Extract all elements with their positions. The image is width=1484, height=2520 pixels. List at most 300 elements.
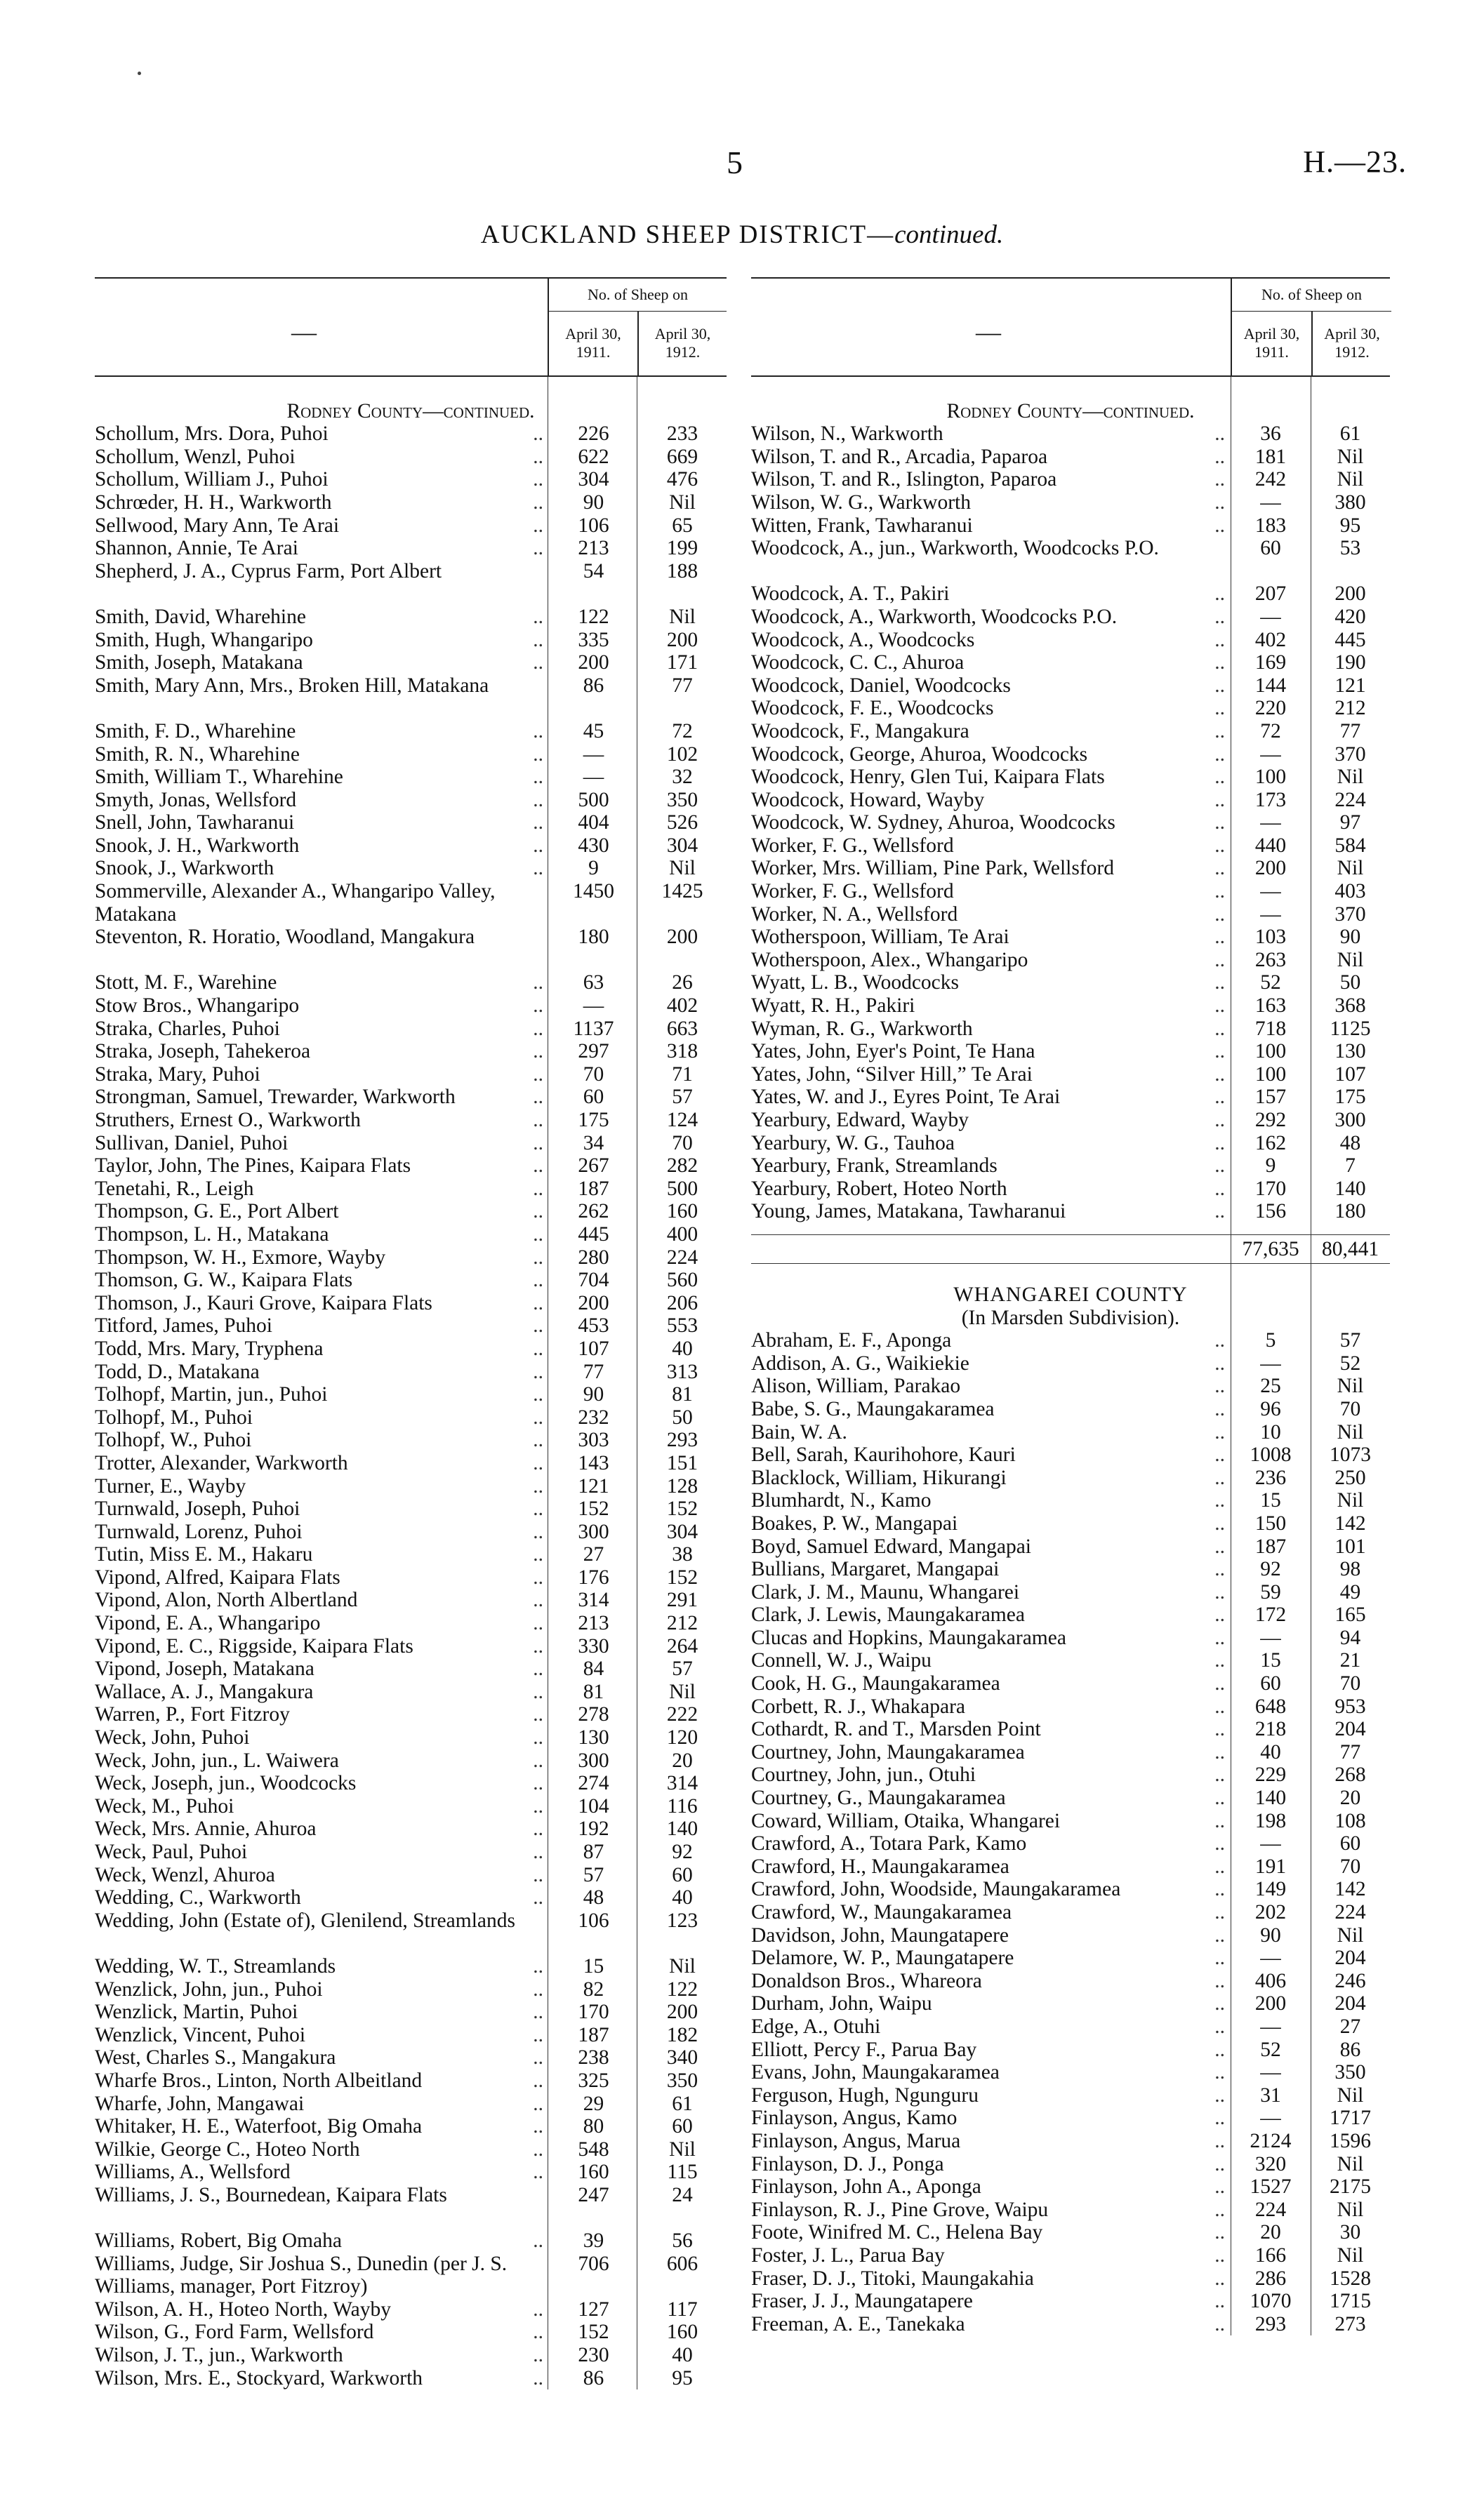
sheep-1911: 90	[1260, 1924, 1281, 1947]
table-row: Weck, Wenzl, Ahuroa .. 57 60	[95, 1864, 727, 1887]
sheep-1912: Nil	[1337, 2152, 1364, 2175]
table-row: Sullivan, Daniel, Puhoi .. 34 70	[95, 1132, 727, 1155]
sheep-1911: 86	[583, 2366, 604, 2389]
owner-name: Woodcock, George, Ahuroa, Woodcocks	[751, 743, 1090, 766]
sheep-1911: —	[1260, 1832, 1281, 1855]
table-row: Shannon, Annie, Te Arai .. 213 199	[95, 537, 727, 560]
sheep-1912: 65	[672, 514, 693, 537]
sheep-1911: 90	[583, 491, 604, 514]
owner-name: Steventon, R. Horatio, Woodland, Mangakura	[95, 926, 477, 948]
sheep-1912: 160	[666, 1200, 698, 1223]
sheep-1911: 213	[578, 1612, 609, 1635]
table-row: Wilson, G., Ford Farm, Wellsford .. 152 160	[95, 2321, 727, 2344]
sheep-1912: 560	[666, 1269, 698, 1292]
owner-name: Wilson, G., Ford Farm, Wellsford	[95, 2321, 376, 2343]
owner-name: Yates, W. and J., Eyres Point, Te Arai	[751, 1086, 1063, 1108]
sheep-1912: 402	[666, 994, 698, 1018]
table-row: Straka, Mary, Puhoi .. 70 71	[95, 1063, 727, 1086]
sheep-1912: 102	[666, 742, 698, 766]
table-row: Woodcock, Daniel, Woodcocks .. 144 121	[751, 674, 1390, 698]
sheep-1912: 86	[1339, 2038, 1361, 2061]
owner-name: Clark, J. M., Maunu, Whangarei	[751, 1581, 1022, 1604]
sheep-1912: 121	[1334, 674, 1366, 697]
sheep-1911: —	[583, 766, 604, 789]
table-row: Evans, John, Maungakaramea .. — 350	[751, 2061, 1390, 2084]
table-row: Alison, William, Parakao .. 25 Nil	[751, 1375, 1390, 1398]
sheep-1911: —	[583, 994, 604, 1018]
sheep-1911: 175	[578, 1109, 609, 1131]
sheep-1911: 440	[1254, 834, 1287, 857]
sheep-1911: 548	[578, 2138, 609, 2161]
sheep-1912: 140	[666, 1818, 698, 1841]
table-row: Weck, Joseph, jun., Woodcocks .. 274 314	[95, 1772, 727, 1795]
sheep-1911: 200	[578, 651, 609, 674]
owner-name: Vipond, E. C., Riggside, Kaipara Flats	[95, 1635, 416, 1658]
owner-name: Wilson, T. and R., Islington, Paparoa	[751, 468, 1059, 491]
table-row: Vipond, Alon, North Albertland .. 314 291	[95, 1589, 727, 1612]
owner-name: Courtney, John, jun., Otuhi	[751, 1764, 979, 1786]
sheep-1912: 38	[672, 1543, 693, 1566]
sheep-1911: 2124	[1250, 2129, 1292, 2152]
owner-name: Wedding, C., Warkworth	[95, 1886, 304, 1909]
table-row: Turnwald, Joseph, Puhoi .. 152 152	[95, 1498, 727, 1521]
header-sheep-group	[548, 279, 727, 375]
sheep-1912: 400	[666, 1222, 698, 1246]
sheep-1911: 232	[578, 1406, 609, 1429]
owner-name: Thompson, L. H., Matakana	[95, 1223, 331, 1246]
table-row: Todd, Mrs. Mary, Tryphena .. 107 40	[95, 1338, 727, 1361]
sheep-1912: 97	[1339, 811, 1361, 834]
sheep-1912: 206	[666, 1291, 698, 1314]
owner-name: Weck, Paul, Puhoi	[95, 1841, 250, 1863]
sheep-1912: Nil	[669, 491, 696, 514]
table-row: Abraham, E. F., Aponga .. 5 57	[751, 1329, 1390, 1352]
sheep-1911: 160	[578, 2161, 609, 2184]
sheep-1911: 152	[578, 2321, 609, 2344]
table-row: Fraser, D. J., Titoki, Maungakahia .. 286 1528	[751, 2267, 1390, 2291]
owner-name: Worker, N. A., Wellsford	[751, 903, 960, 926]
sheep-1911: 163	[1254, 994, 1287, 1018]
sheep-1912: 1717	[1330, 2107, 1371, 2130]
owner-name: Trotter, Alexander, Warkworth	[95, 1452, 351, 1474]
table-row: Edge, A., Otuhi .. — 27	[751, 2015, 1390, 2039]
owner-name: Bullians, Margaret, Mangapai	[751, 1558, 1002, 1580]
sheep-1912: Nil	[1337, 857, 1364, 880]
sheep-1912: Nil	[1337, 2084, 1364, 2107]
owner-name: Crawford, H., Maungakaramea	[751, 1855, 1012, 1878]
table-row: Turnwald, Lorenz, Puhoi .. 300 304	[95, 1521, 727, 1544]
table-row: Yearbury, W. G., Tauhoa .. 162 48	[751, 1132, 1390, 1155]
owner-name: Tolhopf, M., Puhoi	[95, 1406, 256, 1429]
sheep-1911: 622	[578, 445, 609, 468]
sheep-1912: 273	[1334, 2312, 1366, 2335]
owner-name: Williams, Judge, Sir Joshua S., Dunedin (per J. S. Williams, manager, Port Fitzroy)	[95, 2252, 508, 2298]
table-row: Wilson, A. H., Hoteo North, Wayby .. 127 117	[95, 2298, 727, 2321]
sheep-1911: 230	[578, 2344, 609, 2367]
table-row: Wilkie, George C., Hoteo North .. 548 Nil	[95, 2138, 727, 2161]
sheep-1912: Nil	[669, 1954, 696, 1978]
sheep-1911: 176	[578, 1566, 609, 1589]
sheep-1911: 170	[578, 2001, 609, 2024]
owner-name: Worker, Mrs. William, Pine Park, Wellsford	[751, 857, 1117, 879]
table-row: Freeman, A. E., Tanekaka .. 293 273	[751, 2313, 1390, 2336]
owner-name: Thomson, G. W., Kaipara Flats	[95, 1269, 355, 1291]
sheep-1911: —	[1260, 742, 1281, 766]
sheep-1912: 264	[666, 1634, 698, 1658]
owner-name: Wyman, R. G., Warkworth	[751, 1018, 976, 1040]
owner-name: Schrœder, H. H., Warkworth	[95, 491, 335, 514]
sheep-1912: 77	[672, 674, 693, 697]
sheep-1911: 200	[578, 1291, 609, 1314]
sheep-1912: 180	[1334, 1200, 1366, 1223]
sheep-1912: 70	[1339, 1397, 1361, 1420]
sheep-1911: —	[1260, 1947, 1281, 1970]
sheep-1912: 77	[1339, 1740, 1361, 1764]
sheep-1912: 200	[666, 926, 698, 949]
owner-name: Wyatt, R. H., Pakiri	[751, 994, 917, 1017]
owner-name: Babe, S. G., Maungakaramea	[751, 1398, 998, 1420]
sheep-1912: 584	[1334, 834, 1366, 857]
sheep-1912: 61	[1339, 422, 1361, 446]
owner-name: Foote, Winifred M. C., Helena Bay	[751, 2221, 1045, 2244]
owner-name: Addison, A. G., Waikiekie	[751, 1352, 972, 1375]
owner-name: Finlayson, John A., Aponga	[751, 2175, 984, 2198]
sheep-1912: 190	[1334, 651, 1366, 674]
county-heading-rodney: Rodney County—continued.	[286, 399, 535, 422]
sheep-1911: 181	[1254, 445, 1287, 468]
owner-name: Wilson, A. H., Hoteo North, Wayby	[95, 2298, 394, 2321]
table-row: Wedding, W. T., Streamlands .. 15 Nil	[95, 1955, 727, 1978]
sheep-1911: 130	[578, 1726, 609, 1749]
table-row: Wyman, R. G., Warkworth .. 718 1125	[751, 1018, 1390, 1041]
sheep-1911: 406	[1254, 1969, 1287, 1992]
sheep-1912: 304	[666, 834, 698, 857]
sheep-1912: 200	[1334, 582, 1366, 606]
sheep-1911: 207	[1254, 582, 1287, 606]
owner-name: Wallace, A. J., Mangakura	[95, 1681, 316, 1703]
sheep-1911: 263	[1254, 948, 1287, 971]
owner-name: Boyd, Samuel Edward, Mangapai	[751, 1535, 1034, 1558]
sheep-1912: 1073	[1330, 1444, 1371, 1467]
table-row: Woodcock, Henry, Glen Tui, Kaipara Flats .. 100 Nil	[751, 766, 1390, 789]
owner-name: Woodcock, F., Mangakura	[751, 720, 972, 742]
table-row: Weck, Mrs. Annie, Ahuroa .. 192 140	[95, 1818, 727, 1841]
sheep-1912: 130	[1334, 1040, 1366, 1063]
sheep-1912: 445	[1334, 628, 1366, 651]
sheep-1911: —	[1260, 2061, 1281, 2084]
owner-name: Thompson, G. E., Port Albert	[95, 1200, 341, 1222]
owner-name: Evans, John, Maungakaramea	[751, 2061, 1002, 2084]
owner-name: Schollum, William J., Puhoi	[95, 468, 331, 491]
owner-name: Straka, Joseph, Tahekeroa	[95, 1040, 313, 1062]
sheep-1912: 50	[1339, 971, 1361, 994]
owner-name: Wenzlick, John, jun., Puhoi	[95, 1978, 326, 2001]
sheep-1912: 250	[1334, 1466, 1366, 1489]
sheep-1912: 224	[1334, 1901, 1366, 1924]
sheep-1912: 120	[666, 1726, 698, 1749]
owner-name: Smith, F. D., Wharehine	[95, 720, 298, 742]
table-row: Smith, David, Wharehine .. 122 Nil	[95, 606, 727, 629]
sheep-1911: 84	[583, 1658, 604, 1681]
owner-name: Williams, Robert, Big Omaha	[95, 2229, 345, 2252]
table-row	[95, 674, 727, 720]
table-row: Finlayson, Angus, Kamo .. — 1717	[751, 2107, 1390, 2130]
sheep-1912: 350	[666, 2069, 698, 2092]
table-row: Woodcock, F. E., Woodcocks .. 220 212	[751, 697, 1390, 720]
table-row: Foster, J. L., Parua Bay .. 166 Nil	[751, 2244, 1390, 2267]
sheep-1911: 183	[1254, 514, 1287, 537]
sheep-1911: 500	[578, 788, 609, 811]
sheep-1911: 286	[1254, 2267, 1287, 2290]
total-1911: 77,635	[1242, 1237, 1299, 1260]
sheep-1912: Nil	[669, 2138, 696, 2161]
owner-name: Wharfe Bros., Linton, North Albeitland	[95, 2069, 425, 2092]
owner-name: Turnwald, Lorenz, Puhoi	[95, 1521, 305, 1543]
sheep-1911: 143	[578, 1451, 609, 1474]
owner-name: Yearbury, Edward, Wayby	[751, 1109, 972, 1131]
owner-name: Foster, J. L., Parua Bay	[751, 2244, 948, 2267]
sheep-1911: 648	[1254, 1695, 1287, 1718]
sheep-1912: 49	[1339, 1580, 1361, 1604]
sheep-1911: 402	[1254, 628, 1287, 651]
table-row: Weck, John, jun., L. Waiwera .. 300 20	[95, 1749, 727, 1773]
table-row: Wedding, C., Warkworth .. 48 40	[95, 1886, 727, 1909]
owner-name: Smith, R. N., Wharehine	[95, 743, 303, 766]
owner-name: Cook, H. G., Maungakaramea	[751, 1672, 1003, 1695]
owner-name: Finlayson, D. J., Ponga	[751, 2153, 947, 2175]
sheep-1912: 212	[666, 1612, 698, 1635]
table-row: Todd, D., Matakana .. 77 313	[95, 1361, 727, 1384]
sheep-1911: 162	[1254, 1131, 1287, 1154]
table-row: Smith, Hugh, Whangaripo .. 335 200	[95, 629, 727, 652]
owner-name: Vipond, E. A., Whangaripo	[95, 1612, 323, 1634]
sheep-1912: 300	[1334, 1109, 1366, 1131]
sheep-1911: 262	[578, 1200, 609, 1223]
header-col-1911: April 30, 1911.	[1243, 325, 1300, 361]
sheep-1911: 9	[1265, 1154, 1276, 1178]
owner-name: Straka, Mary, Puhoi	[95, 1063, 263, 1086]
table-row: Wharfe, John, Mangawai .. 29 61	[95, 2093, 727, 2116]
sheep-1911: 60	[1260, 537, 1281, 560]
table-row: Struthers, Ernest O., Warkworth .. 175 124	[95, 1109, 727, 1132]
sheep-1912: 212	[1334, 697, 1366, 720]
sheep-1912: 30	[1339, 2221, 1361, 2244]
owner-name: Cothardt, R. and T., Marsden Point	[751, 1718, 1044, 1740]
sheep-1912: 171	[666, 651, 698, 674]
sheep-1911: 187	[578, 1177, 609, 1200]
owner-name: Turnwald, Joseph, Puhoi	[95, 1498, 303, 1520]
owner-name: Wharfe, John, Mangawai	[95, 2093, 307, 2115]
sheep-1911: 173	[1254, 788, 1287, 811]
sheep-1911: 36	[1260, 422, 1281, 446]
table-row: Woodcock, Howard, Wayby .. 173 224	[751, 789, 1390, 812]
table-row: Wilson, J. T., jun., Warkworth .. 230 40	[95, 2344, 727, 2367]
sheep-1911: 453	[578, 1314, 609, 1338]
owner-name: Fraser, D. J., Titoki, Maungakahia	[751, 2267, 1037, 2290]
sheep-1911: 25	[1260, 1375, 1281, 1398]
sheep-1912: 304	[666, 1520, 698, 1543]
sheep-1911: 430	[578, 834, 609, 857]
owner-name: Woodcock, A., Woodcocks	[751, 629, 977, 651]
sheep-1911: 330	[578, 1634, 609, 1658]
owner-name: Wotherspoon, William, Te Arai	[751, 926, 1012, 948]
table-row: Addison, A. G., Waikiekie .. — 52	[751, 1352, 1390, 1375]
sheep-1911: 72	[1260, 719, 1281, 742]
table-row: Williams, Robert, Big Omaha .. 39 56	[95, 2229, 727, 2253]
owner-name: Woodcock, F. E., Woodcocks	[751, 697, 996, 719]
table-row: Weck, M., Puhoi .. 104 116	[95, 1795, 727, 1818]
sheep-1911: —	[1260, 605, 1281, 628]
sheep-1911: 220	[1254, 697, 1287, 720]
owner-name: Clark, J. Lewis, Maungakaramea	[751, 1604, 1028, 1626]
table-row: Finlayson, Angus, Marua .. 2124 1596	[751, 2130, 1390, 2153]
sheep-1912: 142	[1334, 1512, 1366, 1535]
sheep-1911: 718	[1254, 1017, 1287, 1040]
sheep-1911: 200	[1254, 1992, 1287, 2015]
total-row	[751, 1234, 1390, 1264]
sheep-1911: 9	[588, 857, 599, 880]
sheep-1912: 293	[666, 1429, 698, 1452]
sheep-1911: 100	[1254, 1040, 1287, 1063]
sheep-1912: Nil	[1337, 2198, 1364, 2221]
table-row: Blumhardt, N., Kamo .. 15 Nil	[751, 1489, 1390, 1512]
owner-name: Elliott, Percy F., Parua Bay	[751, 2039, 979, 2061]
table-row	[95, 560, 727, 606]
sheep-1912: 160	[666, 2321, 698, 2344]
table-row: Woodcock, George, Ahuroa, Woodcocks .. — 370	[751, 743, 1390, 766]
sheep-1911: 27	[583, 1543, 604, 1566]
table-row: Snook, J. H., Warkworth .. 430 304	[95, 834, 727, 858]
sheep-1911: 172	[1254, 1604, 1287, 1627]
sheep-1912: Nil	[1337, 1420, 1364, 1444]
sheep-1912: 182	[666, 2023, 698, 2046]
sheep-1911: 144	[1254, 674, 1287, 697]
owner-name: Woodcock, C. C., Ahuroa	[751, 651, 967, 674]
header-col-1911: April 30, 1911.	[565, 325, 621, 361]
table-row: Smith, Joseph, Matakana .. 200 171	[95, 651, 727, 674]
left-table	[95, 277, 727, 2389]
owner-name: Williams, J. S., Bournedean, Kaipara Flats	[95, 2184, 450, 2206]
table-row: Vipond, Alfred, Kaipara Flats .. 176 152	[95, 1566, 727, 1589]
sheep-1911: 300	[578, 1520, 609, 1543]
sheep-1911: 52	[1260, 971, 1281, 994]
table-row: Straka, Joseph, Tahekeroa .. 297 318	[95, 1040, 727, 1063]
owner-name: Boakes, P. W., Mangapai	[751, 1512, 960, 1535]
sheep-1911: 29	[583, 2092, 604, 2115]
sheep-1912: 7	[1345, 1154, 1356, 1178]
right-table	[751, 277, 1390, 2335]
header-dash: —	[976, 318, 1001, 346]
sheep-1911: 224	[1254, 2198, 1287, 2221]
table-row: Whitaker, H. E., Waterfoot, Big Omaha .. 80 60	[95, 2115, 727, 2138]
sheep-1912: 370	[1334, 902, 1366, 926]
sheep-1912: 61	[672, 2092, 693, 2115]
table-row: Foote, Winifred M. C., Helena Bay .. 20 30	[751, 2221, 1390, 2244]
sheep-1912: 32	[672, 766, 693, 789]
sheep-1912: 233	[666, 422, 698, 446]
sheep-1911: 63	[583, 971, 604, 994]
sheep-1912: 152	[666, 1498, 698, 1521]
table-row: Corbett, R. J., Whakapara .. 648 953	[751, 1695, 1390, 1719]
sheep-1912: 224	[666, 1246, 698, 1269]
owner-name: Snook, J., Warkworth	[95, 857, 277, 879]
header-group-label: No. of Sheep on	[1232, 279, 1391, 312]
sheep-1911: 226	[578, 422, 609, 446]
owner-name: Connell, W. J., Waipu	[751, 1649, 934, 1672]
sheep-1911: 238	[578, 2046, 609, 2069]
owner-name: Finlayson, R. J., Pine Grove, Waipu	[751, 2199, 1051, 2221]
sheep-1911: 325	[578, 2069, 609, 2092]
owner-name: Wedding, John (Estate of), Glenilend, Streamlands	[95, 1909, 518, 1932]
header-dash: —	[291, 318, 317, 346]
owner-name: Worker, F. G., Wellsford	[751, 880, 957, 902]
table-row: Courtney, John, Maungakaramea .. 40 77	[751, 1741, 1390, 1764]
sheep-1912: 291	[666, 1589, 698, 1612]
sheep-1911: 10	[1260, 1420, 1281, 1444]
sheep-1911: 314	[578, 1589, 609, 1612]
owner-name: Blacklock, William, Hikurangi	[751, 1467, 1009, 1489]
owner-name: Wilson, T. and R., Arcadia, Paparoa	[751, 446, 1050, 468]
sheep-1911: 704	[578, 1269, 609, 1292]
table-row: Woodcock, A., Warkworth, Woodcocks P.O. .. — 420	[751, 606, 1390, 629]
table-row: Connell, W. J., Waipu .. 15 21	[751, 1649, 1390, 1672]
table-row: Wallace, A. J., Mangakura .. 81 Nil	[95, 1681, 727, 1704]
owner-name: Finlayson, Angus, Marua	[751, 2130, 963, 2152]
owner-name: Stow Bros., Whangaripo	[95, 994, 302, 1017]
owner-name: Todd, D., Matakana	[95, 1361, 263, 1383]
sheep-1912: Nil	[1337, 1924, 1364, 1947]
sheep-1912: 57	[1339, 1329, 1361, 1352]
sheep-1912: 350	[666, 788, 698, 811]
owner-name: Woodcock, A., Warkworth, Woodcocks P.O.	[751, 606, 1120, 628]
table-row: Thompson, W. H., Exmore, Wayby .. 280 224	[95, 1246, 727, 1269]
owner-name: Ferguson, Hugh, Ngunguru	[751, 2084, 981, 2107]
sheep-1912: 60	[1339, 1832, 1361, 1855]
sheep-1912: 56	[672, 2229, 693, 2253]
sheep-1912: 128	[666, 1474, 698, 1498]
sheep-1912: 115	[667, 2161, 698, 2184]
owner-name: Wilson, Mrs. E., Stockyard, Warkworth	[95, 2367, 425, 2389]
table-row: Delamore, W. P., Maungatapere .. — 204	[751, 1947, 1390, 1970]
sheep-1911: 140	[1254, 1787, 1287, 1810]
table-row: Worker, Mrs. William, Pine Park, Wellsford .. 200 Nil	[751, 857, 1390, 880]
sheep-1911: —	[1260, 1626, 1281, 1649]
sheep-1911: 152	[578, 1498, 609, 1521]
table-row: Schollum, William J., Puhoi .. 304 476	[95, 468, 727, 491]
owner-name: Vipond, Alon, North Albertland	[95, 1589, 360, 1611]
sheep-1912: Nil	[1337, 948, 1364, 971]
table-row: Worker, F. G., Wellsford .. — 403	[751, 880, 1390, 903]
left-table-body	[95, 377, 727, 2389]
table-row: Tenetahi, R., Leigh .. 187 500	[95, 1178, 727, 1201]
table-row: Courtney, G., Maungakaramea .. 140 20	[751, 1787, 1390, 1810]
table-row: Finlayson, John A., Aponga .. 1527 2175	[751, 2175, 1390, 2199]
table-row: Woodcock, C. C., Ahuroa .. 169 190	[751, 651, 1390, 674]
county-heading-rodney: Rodney County—continued.	[946, 399, 1195, 422]
sheep-1911: 297	[578, 1040, 609, 1063]
table-row: Woodcock, A. T., Pakiri .. 207 200	[751, 582, 1390, 606]
table-row: West, Charles S., Mangakura .. 238 340	[95, 2046, 727, 2069]
owner-name: Alison, William, Parakao	[751, 1375, 963, 1397]
sheep-1911: 1450	[573, 880, 614, 903]
sheep-1912: 500	[666, 1177, 698, 1200]
sheep-1911: 236	[1254, 1466, 1287, 1489]
table-row: Smith, R. N., Wharehine .. — 102	[95, 743, 727, 766]
table-row	[95, 1909, 727, 1955]
owner-name: Courtney, G., Maungakaramea	[751, 1787, 1009, 1809]
table-row: Trotter, Alexander, Warkworth .. 143 151	[95, 1452, 727, 1475]
table-row: Elliott, Percy F., Parua Bay .. 52 86	[751, 2039, 1390, 2062]
